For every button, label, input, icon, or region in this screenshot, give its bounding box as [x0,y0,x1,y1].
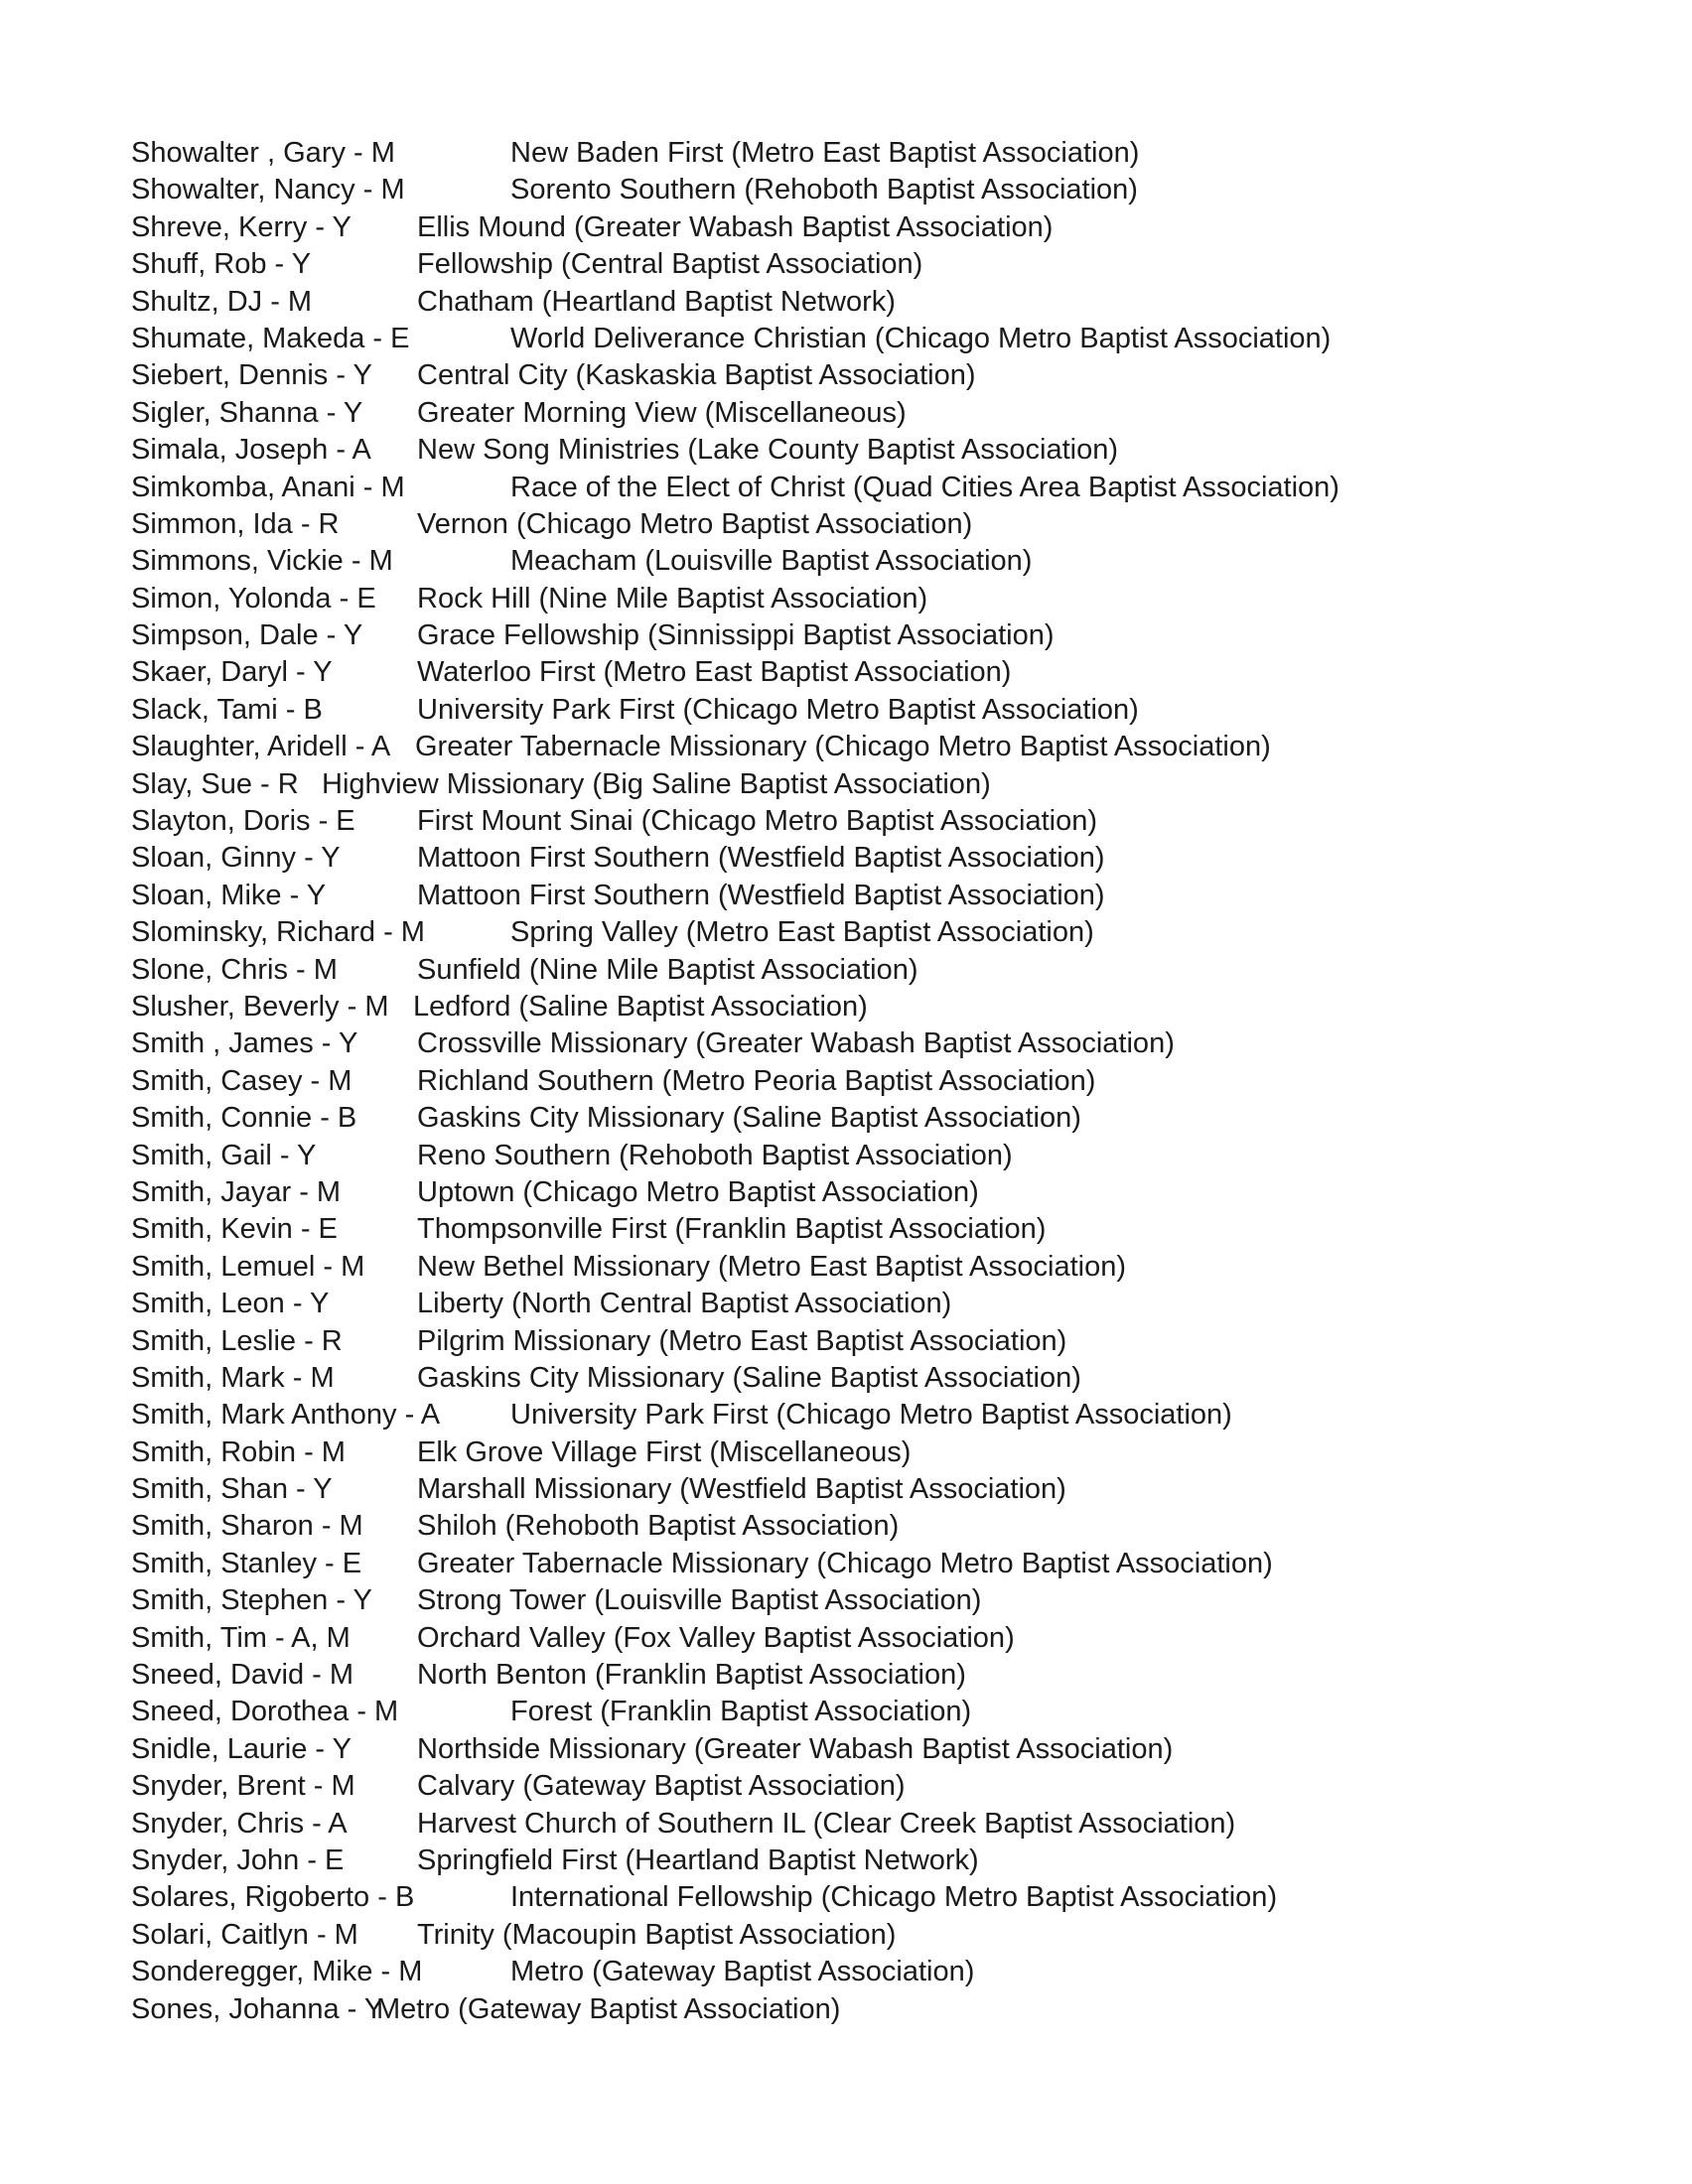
list-item [131,1323,1660,1360]
entry-church: Grace Fellowship (Sinnissippi Baptist Association) [417,619,1055,652]
entry-church: Highview Missionary (Big Saline Baptist Association) [322,767,991,800]
entry-church: Greater Tabernacle Missionary (Chicago Metro Baptist Association) [415,731,1271,763]
list-item [131,1434,1660,1471]
entry-church: Elk Grove Village First (Miscellaneous) [417,1435,912,1468]
entry-name: Shultz, DJ - M [131,285,313,318]
entry-name: Smith, Jayar - M [131,1175,342,1208]
entry-name: Slusher, Beverly - M [131,990,389,1023]
list-item [131,321,1660,357]
entry-name: Slayton, Doris - E [131,805,355,838]
entry-church: University Park First (Chicago Metro Baptist Association) [510,1399,1232,1432]
entry-church: Fellowship (Central Baptist Association) [417,248,923,281]
list-item [131,617,1660,654]
entry-name: Smith, Stephen - Y [131,1584,372,1617]
list-item [131,766,1660,803]
list-item [131,470,1660,506]
list-item [131,1954,1660,1990]
list-item [131,1806,1660,1843]
entry-name: Slominsky, Richard - M [131,916,425,949]
entry-church: Sorento Southern (Rehoboth Baptist Association) [510,174,1138,206]
entry-name: Snyder, Brent - M [131,1770,355,1803]
list-item [131,1100,1660,1137]
list-item [131,1991,1660,2028]
entry-church: New Bethel Missionary (Metro East Baptist Association) [417,1250,1126,1283]
entry-church: Harvest Church of Southern IL (Clear Creek Baptist Association) [417,1807,1236,1840]
entry-church: Liberty (North Central Baptist Association) [417,1288,952,1320]
entry-church: Forest (Franklin Baptist Association) [510,1696,972,1728]
list-item [131,1508,1660,1545]
list-item [131,1025,1660,1062]
list-item [131,209,1660,246]
entry-name: Showalter , Gary - M [131,137,395,169]
list-item [131,803,1660,840]
entry-name: Smith, Leon - Y [131,1288,330,1320]
entry-name: Smith, Robin - M [131,1435,346,1468]
entry-church: Trinity (Macoupin Baptist Association) [417,1918,897,1951]
entry-name: Simon, Yolonda - E [131,582,376,614]
entry-church: North Benton (Franklin Baptist Association) [417,1659,966,1692]
entry-name: Shumate, Makeda - E [131,322,410,354]
entry-name: Simala, Joseph - A [131,434,371,467]
entry-church: Metro (Gateway Baptist Association) [376,1992,841,2025]
entry-church: Shiloh (Rehoboth Baptist Association) [417,1510,900,1543]
list-item [131,1843,1660,1879]
entry-church: Greater Tabernacle Missionary (Chicago Metro Baptist Association) [417,1547,1273,1579]
entry-name: Smith, Shan - Y [131,1473,333,1506]
list-item [131,1063,1660,1100]
entry-name: Solari, Caitlyn - M [131,1918,358,1951]
list-item [131,1546,1660,1582]
list-item [131,692,1660,729]
entry-church: Spring Valley (Metro East Baptist Association) [510,916,1094,949]
list-item [131,1731,1660,1768]
entry-name: Sloan, Mike - Y [131,879,327,911]
list-item [131,654,1660,691]
entry-church: Orchard Valley (Fox Valley Baptist Association) [417,1621,1015,1654]
entry-name: Siebert, Dennis - Y [131,359,372,392]
entry-name: Smith, Tim - A, M [131,1621,351,1654]
list-item [131,1249,1660,1286]
entry-name: Smith, Sharon - M [131,1510,363,1543]
list-item [131,989,1660,1025]
entry-church: International Fellowship (Chicago Metro Baptist Association) [510,1881,1278,1914]
entry-name: Snidle, Laurie - Y [131,1732,352,1765]
entry-name: Smith, Casey - M [131,1064,352,1097]
entry-name: Simmons, Vickie - M [131,545,393,578]
entry-name: Slone, Chris - M [131,953,338,986]
member-list [131,135,1660,2028]
list-item [131,1768,1660,1805]
entry-name: Sigler, Shanna - Y [131,396,363,429]
entry-church: Ledford (Saline Baptist Association) [413,990,868,1023]
list-item [131,1917,1660,1954]
list-item [131,506,1660,543]
entry-church: Mattoon First Southern (Westfield Baptist Association) [417,842,1105,875]
entry-church: Central City (Kaskaskia Baptist Association) [417,359,976,392]
list-item [131,543,1660,580]
entry-name: Smith, Leslie - R [131,1324,343,1357]
list-item [131,1174,1660,1211]
entry-church: Springfield First (Heartland Baptist Network) [417,1843,979,1876]
list-item [131,1582,1660,1619]
list-item [131,840,1660,877]
entry-name: Smith, Stanley - E [131,1547,362,1579]
entry-name: Solares, Rigoberto - B [131,1881,415,1914]
entry-church: Metro (Gateway Baptist Association) [510,1956,975,1988]
entry-church: Marshall Missionary (Westfield Baptist Association) [417,1473,1066,1506]
entry-church: Ellis Mound (Greater Wabash Baptist Association) [417,210,1054,243]
list-item [131,395,1660,432]
entry-church: Strong Tower (Louisville Baptist Association) [417,1584,982,1617]
entry-church: University Park First (Chicago Metro Baptist Association) [417,693,1139,726]
list-item [131,1471,1660,1508]
list-item [131,1360,1660,1397]
entry-church: Chatham (Heartland Baptist Network) [417,285,896,318]
entry-name: Smith , James - Y [131,1027,358,1060]
list-item [131,1879,1660,1916]
entry-name: Sneed, David - M [131,1659,354,1692]
entry-church: New Song Ministries (Lake County Baptist Association) [417,434,1118,467]
entry-church: Crossville Missionary (Greater Wabash Baptist Association) [417,1027,1175,1060]
entry-name: Smith, Lemuel - M [131,1250,365,1283]
entry-church: Gaskins City Missionary (Saline Baptist Association) [417,1361,1081,1394]
entry-church: Uptown (Chicago Metro Baptist Association) [417,1175,979,1208]
list-item [131,1286,1660,1322]
list-item [131,357,1660,394]
entry-church: Vernon (Chicago Metro Baptist Association) [417,507,973,540]
entry-name: Sneed, Dorothea - M [131,1696,399,1728]
list-item [131,1657,1660,1694]
entry-name: Slaughter, Aridell - A [131,731,391,763]
entry-name: Smith, Mark - M [131,1361,335,1394]
entry-church: Sunfield (Nine Mile Baptist Association) [417,953,918,986]
entry-name: Slay, Sue - R [131,767,299,800]
list-item [131,952,1660,989]
entry-name: Simmon, Ida - R [131,507,340,540]
entry-church: Gaskins City Missionary (Saline Baptist Association) [417,1102,1081,1135]
list-item [131,1694,1660,1730]
list-item [131,172,1660,208]
entry-church: Mattoon First Southern (Westfield Baptist Association) [417,879,1105,911]
list-item [131,1620,1660,1657]
entry-church: First Mount Sinai (Chicago Metro Baptist Association) [417,805,1097,838]
entry-name: Slack, Tami - B [131,693,323,726]
entry-name: Sones, Johanna - Y [131,1992,384,2025]
entry-name: Smith, Kevin - E [131,1213,338,1246]
entry-name: Snyder, Chris - A [131,1807,348,1840]
entry-name: Simpson, Dale - Y [131,619,363,652]
entry-name: Showalter, Nancy - M [131,174,405,206]
entry-church: Pilgrim Missionary (Metro East Baptist Association) [417,1324,1067,1357]
entry-name: Smith, Gail - Y [131,1139,317,1171]
entry-name: Simkomba, Anani - M [131,471,405,503]
entry-name: Shuff, Rob - Y [131,248,312,281]
list-item [131,432,1660,469]
entry-church: Calvary (Gateway Baptist Association) [417,1770,906,1803]
entry-name: Smith, Mark Anthony - A [131,1399,441,1432]
list-item [131,878,1660,914]
entry-church: Richland Southern (Metro Peoria Baptist Association) [417,1064,1096,1097]
entry-church: New Baden First (Metro East Baptist Association) [510,137,1140,169]
list-item [131,729,1660,765]
entry-name: Snyder, John - E [131,1843,345,1876]
entry-name: Sonderegger, Mike - M [131,1956,423,1988]
list-item [131,581,1660,617]
list-item [131,135,1660,172]
entry-church: Greater Morning View (Miscellaneous) [417,396,907,429]
list-item [131,1211,1660,1248]
entry-church: Race of the Elect of Christ (Quad Cities Area Baptist Association) [510,471,1340,503]
list-item [131,1397,1660,1433]
entry-church: Thompsonville First (Franklin Baptist Association) [417,1213,1047,1246]
entry-church: Rock Hill (Nine Mile Baptist Association) [417,582,928,614]
list-item [131,914,1660,951]
entry-church: Northside Missionary (Greater Wabash Baptist Association) [417,1732,1174,1765]
entry-church: Meacham (Louisville Baptist Association) [510,545,1033,578]
entry-church: Waterloo First (Metro East Baptist Association) [417,656,1012,689]
entry-name: Skaer, Daryl - Y [131,656,333,689]
entry-church: World Deliverance Christian (Chicago Metro Baptist Association) [510,322,1332,354]
list-item [131,1138,1660,1174]
entry-church: Reno Southern (Rehoboth Baptist Association) [417,1139,1013,1171]
entry-name: Shreve, Kerry - Y [131,210,352,243]
entry-name: Smith, Connie - B [131,1102,357,1135]
list-item [131,284,1660,321]
list-item [131,246,1660,283]
entry-name: Sloan, Ginny - Y [131,842,341,875]
